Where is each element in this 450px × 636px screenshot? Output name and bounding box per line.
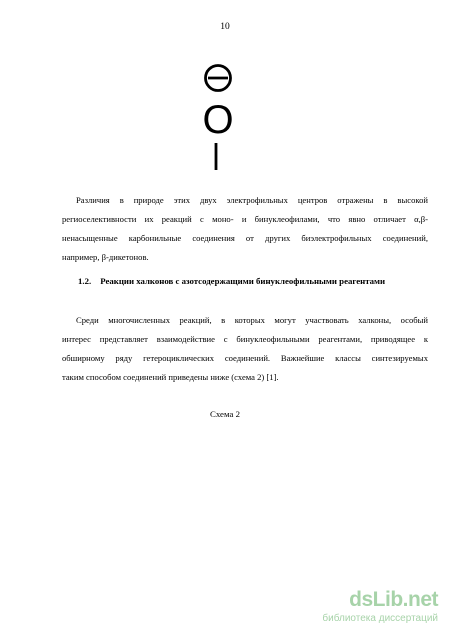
watermark-subtitle: библиотека диссертаций [322, 613, 438, 624]
section-number: 1.2. [78, 276, 92, 286]
oxygen-atom: O [202, 98, 234, 142]
enolate-structure [188, 60, 248, 180]
paragraph-line: региоселективности их реакций с моно- и бинуклеофилами, что явно отличает α,β- [62, 214, 428, 224]
paragraph-line: Различия в природе этих двух электрофильных центров отражены в высокой [76, 195, 428, 205]
negative-charge-icon [206, 66, 231, 91]
page-number: 10 [220, 22, 230, 32]
watermark-logo: dsLib.net [349, 588, 438, 611]
paragraph-line: Среди многочисленных реакций, в которых могут участвовать халконы, особый [76, 315, 428, 325]
paragraph-line: интерес представляет взаимодействие с бинуклеофильными реагентами, приводящее к [62, 334, 428, 344]
paragraph-regioselectivity [62, 191, 428, 267]
watermark [320, 588, 438, 628]
paragraph-line: ненасыщенные карбонильные соединения от других биэлектрофильных соединений, [62, 233, 428, 243]
schema-caption: Схема 2 [210, 409, 240, 419]
section-heading [78, 276, 385, 286]
section-title: Реакции халконов с азотсодержащими бинуклеофильными реагентами [100, 276, 386, 286]
paragraph-line: обширному ряду гетероциклических соединений. Важнейшие классы синтезируемых [62, 353, 428, 363]
paragraph-line: таким способом соединений приведены ниже (схема 2) [1]. [62, 372, 279, 382]
paragraph-chalcone-reactions [62, 311, 428, 387]
paragraph-line: например, β-дикетонов. [62, 252, 149, 262]
